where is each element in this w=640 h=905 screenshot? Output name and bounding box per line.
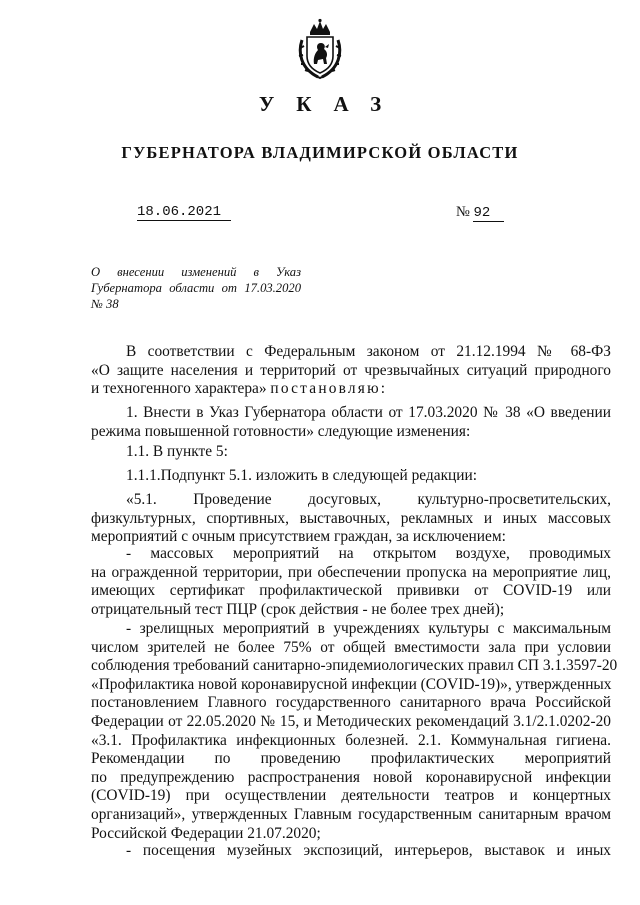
subject-line: О внесении изменений в Указ xyxy=(91,265,301,279)
coat-of-arms-icon xyxy=(296,18,344,80)
number-value: 92 xyxy=(473,205,504,222)
text-line: 1.1.1.Подпункт 5.1. изложить в следующей редакции: xyxy=(126,467,478,484)
text-line: режима повышенной готовности» следующие изменения: xyxy=(91,422,471,440)
clause-1-paragraph xyxy=(91,404,611,441)
number-prefix: № xyxy=(456,204,470,220)
text-line: 1. Внести в Указ Губернатора области от 17.03.2020 № 38 «О введении xyxy=(126,404,611,421)
text-line: физкультурных, спортивных, выставочных, рекламных и иных массовых xyxy=(91,509,611,527)
subject-line: Губернатора области от 17.03.2020 xyxy=(91,281,301,295)
text-line: (COVID-19) при осуществлении деятельности театров и концертных xyxy=(91,787,611,805)
subject-line: № 38 xyxy=(91,297,119,311)
text-line: мероприятий с очным присутствием граждан, за исключением: xyxy=(91,528,506,546)
text-line: соблюдения требований санитарно-эпидемиологических правил СП 3.1.3597-20 xyxy=(91,657,618,675)
text-line: Российской Федерации 21.07.2020; xyxy=(91,824,321,842)
text-line: - массовых мероприятий на открытом воздухе, проводимых xyxy=(126,545,611,562)
text-line: «Профилактика новой коронавирусной инфекции (COVID-19)», утвержденных xyxy=(91,675,612,693)
document-title: УКАЗ xyxy=(258,92,404,116)
exception-item-museum xyxy=(91,842,611,861)
exception-item-outdoor xyxy=(91,545,611,619)
text-line: Федерации от 22.05.2020 № 15, и Методических рекомендаций 3.1/2.1.0202-20 xyxy=(91,712,611,730)
document-number xyxy=(456,204,504,221)
text-line: В соответствии с Федеральным законом от 21.12.1994 № 68-ФЗ xyxy=(126,343,611,360)
clause-1-1 xyxy=(91,443,611,462)
document-subtitle: ГУБЕРНАТОРА ВЛАДИМИРСКОЙ ОБЛАСТИ xyxy=(121,143,519,162)
clause-5-1 xyxy=(91,491,611,547)
text-line: и техногенного характера» постановляю: xyxy=(91,380,388,398)
text-line: 1.1. В пункте 5: xyxy=(126,443,228,460)
text-line: - зрелищных мероприятий в учреждениях культуры с максимальным xyxy=(126,620,611,637)
clause-1-1-1 xyxy=(91,467,611,486)
text-line: Рекомендации по проведению профилактических мероприятий xyxy=(91,750,611,768)
text-line: «5.1. Проведение досуговых, культурно-просветительских, xyxy=(126,491,611,508)
text-line: постановлением Главного государственного санитарного врача Российской xyxy=(91,694,611,712)
text-line: организаций», утвержденных Главным государственным санитарным врачом xyxy=(91,805,611,823)
date-value: 18.06.2021 xyxy=(137,204,231,221)
text-line: имеющих сертификат профилактической прививки от COVID-19 или xyxy=(91,582,611,600)
text-line: - посещения музейных экспозиций, интерьеров, выставок и иных xyxy=(126,842,611,859)
exception-item-theatre xyxy=(91,620,618,843)
text-line: отрицательный тест ПЦР (срок действия - не более трех дней); xyxy=(91,600,505,618)
text-line: «О защите населения и территорий от чрезвычайных ситуаций природного xyxy=(91,361,611,379)
preamble-paragraph xyxy=(91,343,611,399)
document-subject xyxy=(91,264,301,312)
document-date xyxy=(137,204,231,220)
text-line: на огражденной территории, при обеспечении пропуска на мероприятие лиц, xyxy=(91,563,611,581)
text-line: числом зрителей не более 75% от общей вместимости зала при условии xyxy=(91,638,611,656)
text-line: «3.1. Профилактика инфекционных болезней. 2.1. Коммунальная гигиена. xyxy=(91,731,611,749)
text-line: по предупреждению распространения новой коронавирусной инфекции xyxy=(91,768,611,786)
